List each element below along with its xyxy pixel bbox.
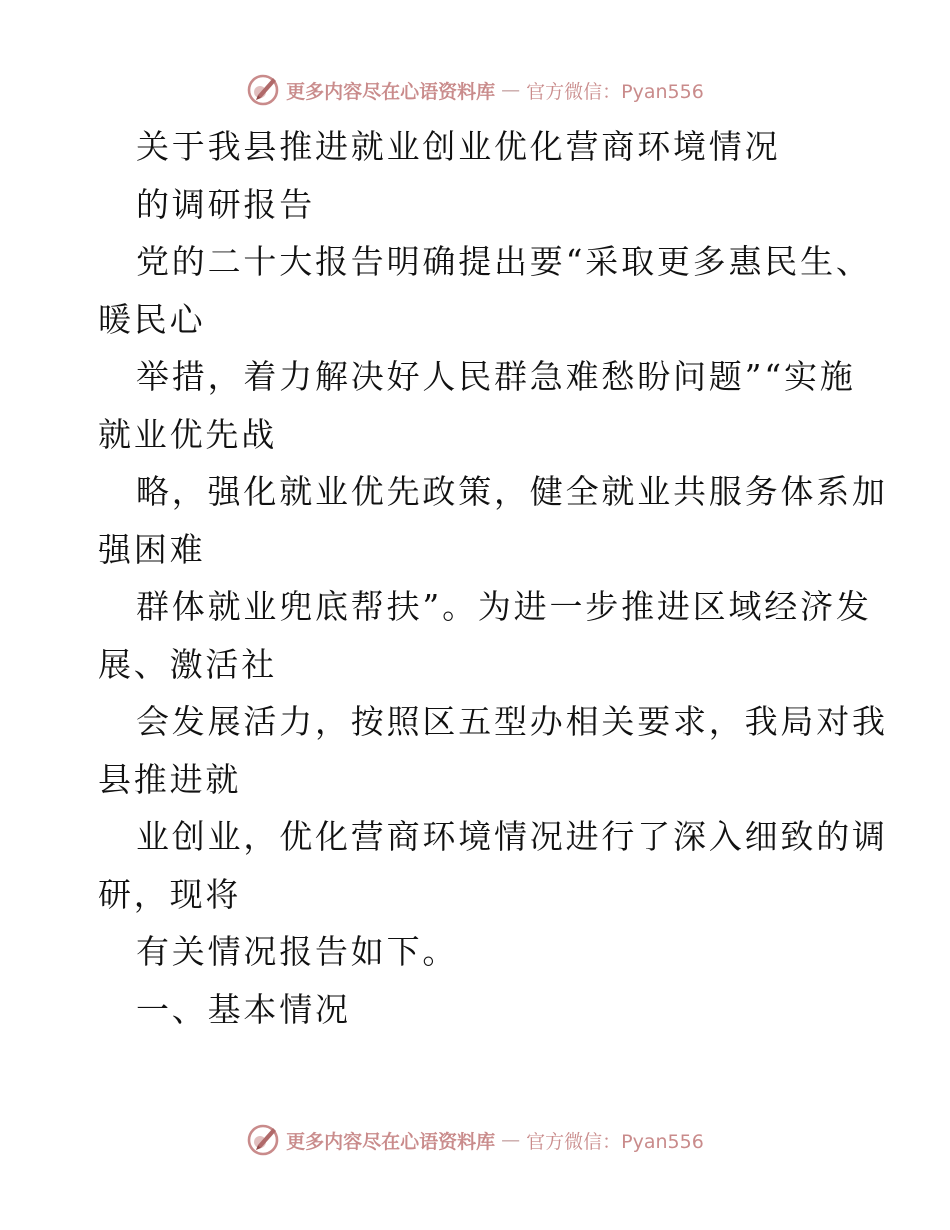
paragraph-line: 有关情况报告如下。	[136, 932, 459, 971]
document-body	[98, 118, 888, 1038]
paragraph-line: 强困难	[98, 529, 206, 569]
watermark-site-text: 更多内容尽在心语资料库	[286, 80, 496, 103]
paragraph-line: 县推进就	[98, 759, 242, 799]
paragraph-line: 举措，着力解决好人民群急难愁盼问题”“实施	[136, 357, 856, 396]
pen-logo-icon	[246, 1123, 280, 1157]
paragraph-line: 展、激活社	[98, 644, 277, 684]
watermark-site-text: 更多内容尽在心语资料库	[286, 1130, 496, 1153]
paragraph-line: 略，强化就业优先政策，健全就业共服务体系加	[136, 472, 888, 511]
watermark-contact: 官方微信：Pyan556	[526, 1130, 704, 1153]
paragraph-line: 暖民心	[98, 299, 206, 339]
paragraph-line: 群体就业兜底帮扶”。为进一步推进区域经济发	[136, 587, 872, 626]
section-heading: 一、基本情况	[136, 989, 351, 1029]
watermark-header	[0, 70, 950, 110]
paragraph-line: 研，现将	[98, 874, 242, 914]
watermark-dash: —	[501, 79, 521, 101]
watermark-footer	[0, 1120, 950, 1160]
watermark-dash: —	[501, 1129, 521, 1151]
document-title-line-2: 的调研报告	[136, 184, 315, 224]
paragraph-line: 就业优先战	[98, 414, 277, 454]
paragraph-line: 党的二十大报告明确提出要“采取更多惠民生、	[136, 242, 872, 281]
document-title-line-1: 关于我县推进就业创业优化营商环境情况	[136, 127, 781, 166]
paragraph-line: 业创业，优化营商环境情况进行了深入细致的调	[136, 817, 888, 856]
pen-logo-icon	[246, 73, 280, 107]
watermark-contact: 官方微信：Pyan556	[526, 80, 704, 103]
paragraph-line: 会发展活力，按照区五型办相关要求，我局对我	[136, 702, 888, 741]
